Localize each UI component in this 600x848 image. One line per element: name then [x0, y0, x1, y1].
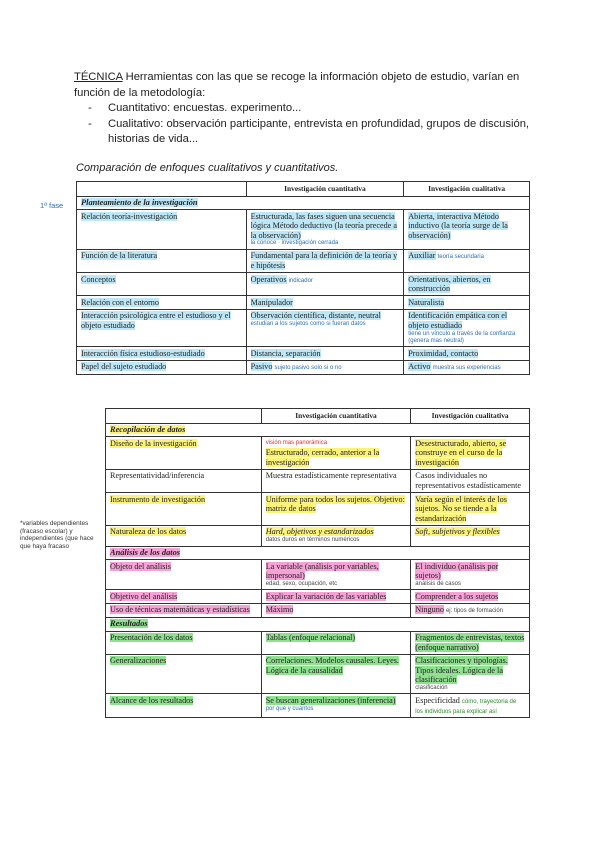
handwritten-note: estudian a los sujetos como si fueran datos [250, 321, 366, 328]
handwritten-note: clasificación [415, 684, 448, 691]
qualitative-cell: Orientativos, abiertos, en construcción [408, 274, 491, 294]
table-header-row [77, 182, 530, 197]
header-cell: Investigación cuantitativa [261, 409, 411, 424]
handwritten-note: teoría secundaria [437, 254, 484, 261]
qualitative-cell: Fragmentos de entrevistas, textos (enfoque narrativo) [415, 633, 525, 652]
qualitative-cell: Identificación empática con el objeto estudiado [408, 311, 508, 331]
section-title: Análisis de los datos [110, 548, 181, 558]
quantitative-cell: Tablas (enfoque relacional) [265, 633, 356, 642]
qualitative-cell: Abierta, interactiva Método inductivo (la teoría surge de la observación) [408, 211, 508, 240]
row-label: Generalizaciones [110, 656, 167, 666]
quantitative-cell: Distancia, separación [250, 348, 321, 358]
quantitative-cell: Estructurado, cerrado, anterior a la investigación [265, 448, 380, 467]
handwritten-note: visión mas panorámica [265, 439, 328, 446]
qualitative-cell: Soft, subjetivos y flexibles [415, 527, 500, 537]
qualitative-cell: Proximidad, contacto [408, 348, 479, 358]
row-label: Representatividad/inferencia [110, 471, 205, 481]
qualitative-cell: Auxiliar [408, 251, 436, 261]
quantitative-cell: Observación científica, distante, neutral [250, 311, 381, 321]
row-label: Interacción psicológica entre el estudioso y el objeto estudiado [81, 311, 231, 331]
quantitative-cell: Estructurada, las fases siguen una secuencia lógica Método deductivo (la teoría precede a la observación) [250, 211, 397, 240]
quantitative-cell: Se buscan generalizaciones (inferencia) [265, 695, 396, 705]
handwritten-note: edad, sexo, ocupación, etc [265, 580, 338, 587]
row-label: Uso de técnicas matemáticas y estadísticas [110, 605, 250, 615]
row-label: Instrumento de investigación [110, 494, 206, 504]
table-row [77, 347, 530, 361]
table-row [106, 525, 530, 546]
table-row [106, 560, 530, 590]
section-row [106, 617, 530, 631]
header-cell: Investigación cuantitativa [246, 182, 404, 197]
section-row [106, 546, 530, 560]
row-label: Función de la literatura [81, 251, 158, 261]
row-label: Papel del sujeto estudiado [81, 362, 167, 372]
qualitative-cell: Naturalista [408, 297, 445, 307]
qualitative-cell: Comprender a los sujetos [415, 591, 499, 601]
qualitative-cell: Clasificaciones y tipologías. Tipos ideales. Lógica de la clasificación [415, 656, 508, 685]
table-header-row [106, 409, 530, 424]
handwritten-note: muestra sus experiencias [432, 365, 501, 372]
side-note-variables: *variables dependientes (fracaso escolar) y independientes (que hace que haya fracaso [20, 520, 94, 550]
quantitative-cell: Fundamental para la definición de la teoría y e hipótesis [250, 251, 398, 271]
intro-paragraph [74, 70, 544, 148]
row-label: Relación con el entorno [81, 297, 159, 307]
table-row [77, 210, 530, 250]
list-item: - Cuantitativo: encuestas. experimento... [108, 101, 544, 117]
quantitative-cell: Correlaciones. Modelos causales. Leyes. Lógica de la causalidad [265, 656, 399, 675]
row-label: Objetivo del análisis [110, 591, 178, 601]
qualitative-cell: Desestructurado, abierto, se construye en el curso de la investigación [415, 438, 507, 467]
intro-text: Herramientas con las que se recoge la información objeto de estudio, varían en función de la metodología: [74, 71, 520, 99]
handwritten-note: datos duros en términos numéricos [265, 537, 360, 544]
table-row [106, 437, 530, 470]
technique-term: TÉCNICA [74, 71, 123, 83]
row-label: Conceptos [81, 274, 116, 284]
row-label: Naturaleza de los datos [110, 527, 187, 537]
section-title: Recopilación de datos [110, 425, 186, 435]
qualitative-cell: Especificidad [415, 695, 460, 705]
section-row [106, 423, 530, 437]
side-note-phase: 1ª fase [40, 201, 64, 210]
quantitative-cell: Muestra estadísticamente representativa [265, 471, 397, 481]
header-cell: Investigación cualitativa [404, 182, 530, 197]
list-item: - Cualitativo: observación participante, entrevista en profundidad, grupos de discusión, historias de vida... [108, 117, 544, 148]
handwritten-note: análisis de casos [415, 580, 461, 587]
quantitative-cell: Operativos [250, 274, 287, 284]
table-row [106, 590, 530, 604]
header-cell [77, 182, 247, 197]
handwritten-note: cómo, trayectoria de los individuos para explicar así [415, 698, 517, 715]
table-row [106, 469, 530, 492]
quantitative-cell: Pasivo [250, 362, 273, 372]
qualitative-cell: Varía según el interés de los sujetos. No se tiende a la estandarización [415, 494, 507, 523]
row-label: Presentación de los datos [110, 633, 193, 642]
section-row [77, 196, 530, 210]
row-label: Alcance de los resultados [110, 695, 194, 705]
quantitative-cell: Uniforme para todos los sujetos. Objetivo: matriz de datos [265, 494, 405, 514]
table-row [106, 631, 530, 654]
table-row [106, 654, 530, 694]
table-row [77, 273, 530, 296]
table-row [106, 493, 530, 526]
handwritten-note: por que y cuantos [265, 705, 314, 712]
table-row [106, 694, 530, 718]
section-title: Planteamiento de la investigación [81, 198, 198, 208]
section-title: Resultados [110, 619, 148, 629]
quantitative-cell: Explicar la variación de las variables [265, 591, 387, 601]
handwritten-note: ej: tipos de formación [445, 608, 503, 615]
header-cell: Investigación cualitativa [411, 409, 530, 424]
row-label: Relación teoría-investigación [81, 211, 178, 221]
quantitative-cell: La variable (análisis por variables, impersonal) [265, 561, 379, 581]
qualitative-cell: Casos individuales no representativos estadísticamente [415, 471, 521, 491]
table-row [77, 249, 530, 272]
comparison-table-planning [76, 181, 530, 375]
row-label: Diseño de la investigación [110, 438, 197, 448]
handwritten-note: la conoce · investigación cerrada [250, 240, 339, 247]
table-row [77, 296, 530, 310]
comparison-title: Comparación de enfoques cualitativos y cuantitativos. [76, 162, 339, 174]
qualitative-cell: Ninguno [415, 605, 444, 615]
table-row [106, 603, 530, 617]
qualitative-cell: El individuo (análisis por sujetos) [415, 561, 499, 581]
quantitative-cell: Manipulador [250, 297, 293, 307]
table-row [77, 309, 530, 346]
comparison-table-data [105, 408, 530, 718]
row-label: Interacción física estudioso-estudiado [81, 348, 205, 358]
quantitative-cell: Máximo [265, 605, 294, 615]
quantitative-cell: Hard, objetivos y estandarizados [265, 527, 374, 537]
header-cell [106, 409, 262, 424]
handwritten-note: sujeto pasivo solo si o no [274, 365, 342, 372]
handwritten-note: indicador [288, 277, 313, 284]
handwritten-note: tiene un vínculo a través de la confianza (genera mas neutral) [408, 330, 516, 344]
qualitative-cell: Activo [408, 362, 431, 372]
table-row [77, 360, 530, 374]
technique-list [74, 101, 544, 148]
row-label: Objeto del análisis [110, 561, 171, 571]
